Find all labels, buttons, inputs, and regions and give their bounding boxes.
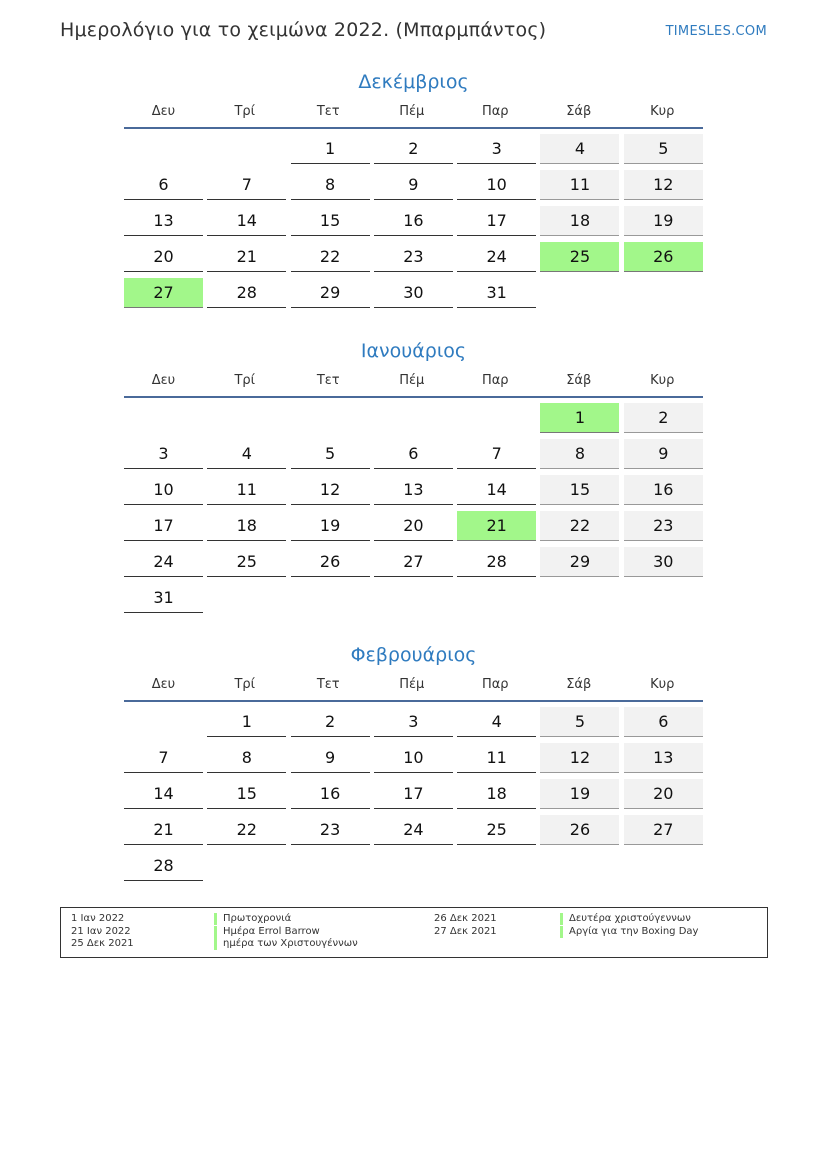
day-cell: 26 bbox=[540, 815, 619, 845]
empty-day-cell bbox=[124, 707, 203, 737]
day-cell: 1 bbox=[207, 707, 286, 737]
empty-day-cell bbox=[207, 851, 286, 881]
day-cell: 20 bbox=[124, 242, 203, 272]
day-cell: 22 bbox=[540, 511, 619, 541]
weekday-label: Παρ bbox=[481, 104, 509, 119]
day-cell: 28 bbox=[124, 851, 203, 881]
day-cell: 16 bbox=[624, 475, 703, 505]
day-cell: 11 bbox=[457, 743, 536, 773]
day-cell: 14 bbox=[207, 206, 286, 236]
empty-day-cell bbox=[624, 851, 703, 881]
day-grid bbox=[124, 403, 703, 619]
weekday-label: Παρ bbox=[481, 677, 509, 692]
day-cell: 22 bbox=[207, 815, 286, 845]
day-cell: 29 bbox=[291, 278, 370, 308]
day-cell: 9 bbox=[291, 743, 370, 773]
day-cell: 15 bbox=[291, 206, 370, 236]
legend-name: Αργία για την Boxing Day bbox=[560, 926, 698, 938]
week-row bbox=[124, 206, 703, 242]
legend-name: Δευτέρα χριστούγεννων bbox=[560, 913, 691, 925]
day-cell: 6 bbox=[124, 170, 203, 200]
day-cell: 2 bbox=[374, 134, 453, 164]
month-january bbox=[124, 336, 703, 619]
weekday-label: Τετ bbox=[316, 373, 340, 388]
week-row bbox=[124, 547, 703, 583]
week-row bbox=[124, 851, 703, 887]
day-cell: 2 bbox=[291, 707, 370, 737]
day-cell: 18 bbox=[457, 779, 536, 809]
month-name: Ιανουάριος bbox=[360, 340, 467, 362]
legend-date: 1 Ιαν 2022 bbox=[71, 913, 125, 924]
legend-date: 26 Δεκ 2021 bbox=[434, 913, 497, 924]
brand-link[interactable]: TIMESLES.COM bbox=[665, 24, 767, 39]
day-cell: 14 bbox=[124, 779, 203, 809]
day-cell: 24 bbox=[124, 547, 203, 577]
empty-day-cell bbox=[540, 583, 619, 613]
day-cell: 14 bbox=[457, 475, 536, 505]
day-cell: 30 bbox=[374, 278, 453, 308]
day-cell: 1 bbox=[291, 134, 370, 164]
empty-day-cell bbox=[624, 583, 703, 613]
legend-date: 21 Ιαν 2022 bbox=[71, 926, 131, 937]
holiday-day-cell: 27 bbox=[124, 278, 203, 308]
weekday-label: Πέμ bbox=[399, 677, 425, 692]
day-cell: 26 bbox=[291, 547, 370, 577]
day-cell: 15 bbox=[540, 475, 619, 505]
week-row bbox=[124, 242, 703, 278]
legend-name: Ημέρα Errol Barrow bbox=[214, 926, 320, 938]
week-row bbox=[124, 439, 703, 475]
day-cell: 5 bbox=[624, 134, 703, 164]
day-cell: 4 bbox=[457, 707, 536, 737]
month-name: Φεβρουάριος bbox=[350, 644, 477, 666]
day-cell: 21 bbox=[124, 815, 203, 845]
weekday-header bbox=[124, 670, 703, 702]
week-row bbox=[124, 170, 703, 206]
day-cell: 13 bbox=[124, 206, 203, 236]
day-cell: 11 bbox=[540, 170, 619, 200]
empty-day-cell bbox=[457, 583, 536, 613]
weekday-label: Πέμ bbox=[399, 104, 425, 119]
weekday-label: Σάβ bbox=[566, 104, 592, 119]
week-row bbox=[124, 779, 703, 815]
empty-day-cell bbox=[291, 583, 370, 613]
weekday-label: Τρί bbox=[234, 104, 256, 119]
empty-day-cell bbox=[374, 583, 453, 613]
day-cell: 3 bbox=[124, 439, 203, 469]
month-name: Δεκέμβριος bbox=[358, 71, 469, 93]
empty-day-cell bbox=[624, 278, 703, 308]
day-cell: 30 bbox=[624, 547, 703, 577]
day-cell: 18 bbox=[540, 206, 619, 236]
empty-day-cell bbox=[207, 583, 286, 613]
weekday-label: Σάβ bbox=[566, 677, 592, 692]
weekday-label: Παρ bbox=[481, 373, 509, 388]
weekday-label: Κυρ bbox=[650, 373, 675, 388]
day-cell: 31 bbox=[457, 278, 536, 308]
empty-day-cell bbox=[291, 403, 370, 433]
empty-day-cell bbox=[457, 403, 536, 433]
weekday-label: Δευ bbox=[151, 373, 176, 388]
empty-day-cell bbox=[374, 403, 453, 433]
empty-day-cell bbox=[457, 851, 536, 881]
day-cell: 4 bbox=[540, 134, 619, 164]
empty-day-cell bbox=[291, 851, 370, 881]
day-cell: 19 bbox=[291, 511, 370, 541]
day-cell: 3 bbox=[457, 134, 536, 164]
day-cell: 12 bbox=[540, 743, 619, 773]
day-cell: 16 bbox=[291, 779, 370, 809]
legend-date: 27 Δεκ 2021 bbox=[434, 926, 497, 937]
day-cell: 19 bbox=[540, 779, 619, 809]
holiday-day-cell: 25 bbox=[540, 242, 619, 272]
weekday-label: Κυρ bbox=[650, 104, 675, 119]
day-grid bbox=[124, 134, 703, 314]
day-cell: 4 bbox=[207, 439, 286, 469]
empty-day-cell bbox=[540, 851, 619, 881]
day-cell: 7 bbox=[207, 170, 286, 200]
day-cell: 28 bbox=[207, 278, 286, 308]
weekday-label: Δευ bbox=[151, 104, 176, 119]
empty-day-cell bbox=[124, 134, 203, 164]
day-cell: 15 bbox=[207, 779, 286, 809]
week-row bbox=[124, 743, 703, 779]
holiday-legend bbox=[60, 907, 768, 958]
day-cell: 19 bbox=[624, 206, 703, 236]
day-cell: 13 bbox=[374, 475, 453, 505]
day-cell: 9 bbox=[624, 439, 703, 469]
weekday-label: Δευ bbox=[151, 677, 176, 692]
holiday-day-cell: 1 bbox=[540, 403, 619, 433]
day-cell: 7 bbox=[124, 743, 203, 773]
weekday-header bbox=[124, 97, 703, 129]
week-row bbox=[124, 134, 703, 170]
day-cell: 27 bbox=[374, 547, 453, 577]
day-cell: 5 bbox=[540, 707, 619, 737]
empty-day-cell bbox=[540, 278, 619, 308]
empty-day-cell bbox=[207, 134, 286, 164]
holiday-day-cell: 21 bbox=[457, 511, 536, 541]
day-cell: 16 bbox=[374, 206, 453, 236]
day-cell: 5 bbox=[291, 439, 370, 469]
day-cell: 6 bbox=[374, 439, 453, 469]
empty-day-cell bbox=[374, 851, 453, 881]
day-cell: 25 bbox=[457, 815, 536, 845]
week-row bbox=[124, 511, 703, 547]
day-cell: 13 bbox=[624, 743, 703, 773]
day-grid bbox=[124, 707, 703, 887]
day-cell: 10 bbox=[374, 743, 453, 773]
day-cell: 8 bbox=[207, 743, 286, 773]
day-cell: 23 bbox=[291, 815, 370, 845]
day-cell: 17 bbox=[374, 779, 453, 809]
day-cell: 17 bbox=[124, 511, 203, 541]
weekday-label: Τρί bbox=[234, 373, 256, 388]
month-december bbox=[124, 67, 703, 314]
day-cell: 10 bbox=[457, 170, 536, 200]
day-cell: 11 bbox=[207, 475, 286, 505]
empty-day-cell bbox=[207, 403, 286, 433]
legend-name: Πρωτοχρονιά bbox=[214, 913, 291, 925]
legend-date: 25 Δεκ 2021 bbox=[71, 938, 134, 949]
day-cell: 7 bbox=[457, 439, 536, 469]
day-cell: 8 bbox=[291, 170, 370, 200]
weekday-label: Τετ bbox=[316, 104, 340, 119]
day-cell: 20 bbox=[374, 511, 453, 541]
week-row bbox=[124, 815, 703, 851]
day-cell: 29 bbox=[540, 547, 619, 577]
day-cell: 24 bbox=[374, 815, 453, 845]
day-cell: 2 bbox=[624, 403, 703, 433]
day-cell: 12 bbox=[291, 475, 370, 505]
empty-day-cell bbox=[124, 403, 203, 433]
month-february bbox=[124, 640, 703, 887]
day-cell: 17 bbox=[457, 206, 536, 236]
day-cell: 28 bbox=[457, 547, 536, 577]
weekday-label: Κυρ bbox=[650, 677, 675, 692]
week-row bbox=[124, 475, 703, 511]
weekday-label: Σάβ bbox=[566, 373, 592, 388]
day-cell: 27 bbox=[624, 815, 703, 845]
day-cell: 3 bbox=[374, 707, 453, 737]
day-cell: 8 bbox=[540, 439, 619, 469]
day-cell: 6 bbox=[624, 707, 703, 737]
day-cell: 25 bbox=[207, 547, 286, 577]
weekday-header bbox=[124, 366, 703, 398]
day-cell: 18 bbox=[207, 511, 286, 541]
week-row bbox=[124, 278, 703, 314]
weekday-label: Πέμ bbox=[399, 373, 425, 388]
day-cell: 12 bbox=[624, 170, 703, 200]
day-cell: 10 bbox=[124, 475, 203, 505]
day-cell: 21 bbox=[207, 242, 286, 272]
day-cell: 24 bbox=[457, 242, 536, 272]
day-cell: 20 bbox=[624, 779, 703, 809]
legend-name: ημέρα των Χριστουγέννων bbox=[214, 938, 358, 950]
weekday-label: Τετ bbox=[316, 677, 340, 692]
day-cell: 23 bbox=[624, 511, 703, 541]
week-row bbox=[124, 707, 703, 743]
day-cell: 9 bbox=[374, 170, 453, 200]
week-row bbox=[124, 403, 703, 439]
day-cell: 31 bbox=[124, 583, 203, 613]
week-row bbox=[124, 583, 703, 619]
day-cell: 22 bbox=[291, 242, 370, 272]
page-title: Ημερολόγιο για το χειμώνα 2022. (Μπαρμπάντος) bbox=[60, 19, 547, 41]
holiday-day-cell: 26 bbox=[624, 242, 703, 272]
weekday-label: Τρί bbox=[234, 677, 256, 692]
day-cell: 23 bbox=[374, 242, 453, 272]
